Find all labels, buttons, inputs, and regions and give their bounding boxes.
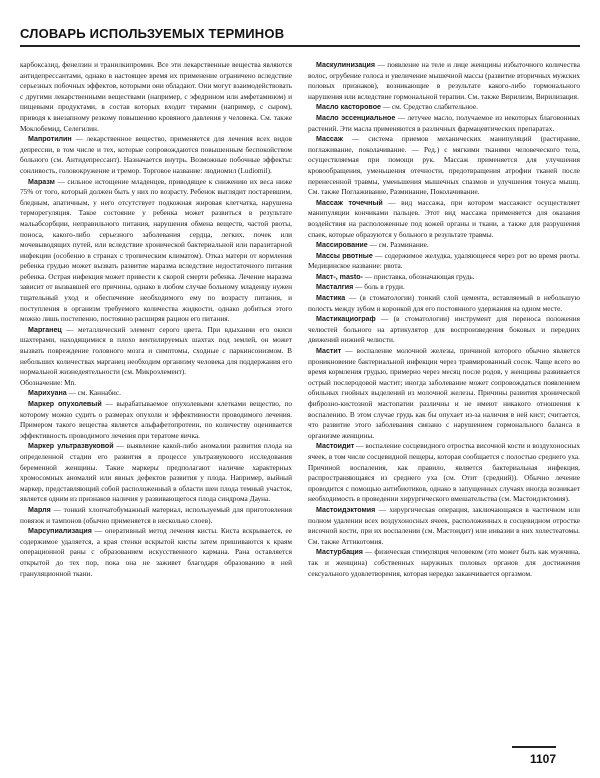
entry-term: Мастурбация	[316, 548, 363, 557]
entry-definition: — хирургическая операция, заключающаяся в частичном или полном удалении всех воздухоносных ячеек, расположенных в сосцевидном отростке височной кости, при их воспалении (см. Мастоидит) или инвазии в них холестеатомы. См. также Аттикотомия.	[308, 504, 580, 546]
entry-term: Марсупиализация	[28, 527, 92, 536]
entry-term: Маст-, masto-	[316, 272, 363, 281]
entry-term: Мапротилин	[28, 135, 72, 144]
entry-term: Маркер ультразвуковой	[28, 442, 114, 451]
entry-term: Мастика	[316, 294, 346, 303]
entry-definition: — металлический элемент серого цвета. При вдыхании его окиси шахтерами, находящимися в плохо вентилируемых шахтах под землей, он может вызвать повреждение головного мозга и симптомы, сходные с паркинсонизмом. В небольших количествах марганец необходим организму человека для поддержания его нормальной жизнедеятельности (см. Микроэлемент).	[20, 324, 292, 377]
left-column	[20, 60, 292, 748]
dictionary-entry	[20, 441, 292, 505]
entry-term: Массаж	[316, 135, 343, 144]
entry-definition: — воспаление молочной железы, причиной которого обычно является проникновение бактериальной инфекции через травмированный сосок. Чаще всего во время кормления грудью, примерно через месяц после родов, у женщины развивается острый послеродовой мастит; иногда заболевание может сопровождаться появлением обильных гнойных выделений из молочной железы. Причины развития хронической фиброзно-кистозной мастопатии различны и не имеют никакого отношения к воспалению. В этом случае грудь как бы опухает из-за наличия в ней кист; считается, что развитие этого заболевания связано с нарушением гормонального баланса в организме женщины.	[308, 346, 580, 440]
dictionary-entry	[20, 388, 292, 399]
entry-definition: — физическая стимуляция человеком (это может быть как мужчина, так и женщина) собственных наружных половых органов для достижения сексуального удовлетворения, которая нередко заканчивается оргазмом.	[308, 547, 580, 578]
entry-definition: — оперативный метод лечения кисты. Киста вскрывается, ее содержимое удаляется, а края стенки вскрытой кисты затем пришиваются к краям операционной раны с образованием искусственного кармана. Рана оставляется открытой до тех пор, пока она не заживет благодаря образованию в ней грануляционной ткани.	[20, 526, 292, 578]
page-number: 1107	[512, 746, 556, 770]
entry-term: Маразм	[28, 177, 55, 186]
dictionary-entry	[308, 547, 580, 579]
dictionary-entry	[308, 441, 580, 505]
running-header	[20, 26, 580, 41]
dictionary-entry	[20, 60, 292, 134]
entry-definition: — боль в груди.	[353, 282, 405, 292]
dictionary-entry	[308, 134, 580, 198]
dictionary-entry	[308, 198, 580, 240]
dictionary-entry	[308, 251, 580, 272]
entry-definition: Обозначение: Mn.	[20, 377, 77, 387]
entry-definition: — выявление какой-либо аномалии развития плода на определенной стадии его развития в процессе ультразвукового исследования беременной женщины. Такие маркеры предполагают наличие характерных хромосомных аномалий или явных дефектов развития у плода. Например, выйный маркер, представляющий собой расположенный в области шеи плода темный участок, является одним из признаков наличия у развивающегося плода синдрома Дауна.	[20, 441, 292, 504]
entry-term: Марля	[28, 505, 51, 514]
dictionary-entry	[308, 102, 580, 113]
entry-definition: — (в стоматологии) тонкий слой цемента, вставляемый в небольшую полость между зубом и коронкой для его постоянного удержания на одном месте.	[308, 293, 580, 313]
dictionary-entry	[20, 134, 292, 176]
entry-term: Марихуана	[28, 389, 67, 398]
dictionary-entry	[20, 378, 292, 389]
dictionary-entry	[308, 314, 580, 346]
entry-definition: — появление на теле и лице женщины избыточного количества волос, огрубение голоса и увеличение мышечной массы (развитие вторичных мужских половых признаков), возникающие в результате какого-либо гормонального нарушения или вследствие гормональной терапии. См. также Вирилизм, Вирилизация.	[308, 60, 580, 101]
entry-definition: — приставка, обозначающая грудь.	[362, 271, 475, 281]
dictionary-entry	[20, 177, 292, 325]
page-title: СЛОВАРЬ ИСПОЛЬЗУЕМЫХ ТЕРМИНОВ	[20, 26, 285, 41]
dictionary-entry	[308, 60, 580, 102]
dictionary-entry	[308, 282, 580, 293]
entry-definition: — летучее масло, получаемое из некоторых благовонных растений. Эти масла применяются в различных фармацевтических препаратах.	[308, 112, 580, 133]
header-rule	[20, 45, 580, 47]
entry-definition: — содержимое желудка, удаляющееся через рот во время рвоты. Медицинское название: рвота.	[308, 250, 580, 271]
entry-definition: — см. Каннабис.	[66, 388, 121, 398]
dictionary-entry	[20, 526, 292, 579]
entry-term: Мастоидэктомия	[316, 505, 376, 514]
entry-definition: — сильное истощение младенцев, приводящее к снижению их веса ниже 75% от того, который должен быть у них по возрасту. Ребенок выглядит постаревшим, бледным, апатичным, у него отсутствует подкожная жировая клетчатка, нарушена терморегуляция. Такое состояние у ребенка может развиться в результате мальабсорбции, неправильного питания, нарушения обмена веществ, частой рвоты, поноса, какого-либо серьезного заболевания сердца, легких, почек или мочевыводящих путей, или вследствие хронической бактериальной или паразитарной инфекции (особенно в странах с тропическим климатом). Отказ матери от кормления ребенка грудью может вызвать развитие маразма вследствие недостаточного питания ребенка. Острая инфекция может привести к скорой смерти ребенка. Лечение маразма зависит от вызвавшей его причины, однако в любом случае больному младенцу нужен тщательный уход и обеспечение необходимого ему по возрасту питания, и поступления в организм требуемого количества жидкости, однако добиться этого можно лишь постепенно, постоянно расширяя рацион его питания.	[20, 176, 292, 324]
dictionary-entry	[308, 293, 580, 314]
entry-term: Масталгия	[316, 283, 354, 292]
dictionary-entry	[308, 505, 580, 547]
entry-definition: — лекарственное вещество, применяется для лечения всех видов депрессии, в том числе и тех, которые сопровождаются повышенным беспокойством больного (см. Антидепрессант). Назначается внутрь. Возможные побочные эффекты: сонливость, головокружение и тремор. Торговое название: людиомил (Ludiomil).	[20, 134, 292, 175]
entry-definition: — тонкий хлопчатобумажный материал, используемый для приготовления повязок и тампонов (обычно применяется в несколько слоев).	[20, 504, 292, 525]
entry-definition: карбоксазид, фенелзин и транилкипромин. Все эти лекарственные вещества являются антидепрессантами, однако в настоящее время их применение ограничено вследствие серьезных побочных эффектов, которыми они обладают. Они могут взаимодействовать с другими лекарственными веществами (например, с эфедрином или амфетамином) и пищевыми продуктами, в состав которых входит тирамин (например, с сыром), приводя к внезапному резкому повышению кровяного давления у человека. См. также Моклобемид, Селегилин.	[20, 60, 292, 133]
entry-definition: — см. Разминание.	[367, 240, 429, 250]
entry-definition: — см. Средство слабительное.	[380, 102, 478, 112]
dictionary-entry	[308, 346, 580, 441]
entry-term: Масло эссенциальное	[316, 113, 396, 122]
entry-term: Массаж точечный	[316, 198, 383, 207]
entry-definition: — вырабатываемое опухолевыми клетками вещество, по которому можно судить о размерах опухоли и эффективности проводимого лечения. Примером такого вещества является альфафетопротеин, по количеству оценивается эффективность проводимого лечения при тератоме яичка.	[20, 399, 292, 440]
right-column	[308, 60, 580, 748]
entry-term: Мастикациограф	[316, 315, 376, 324]
entry-definition: — система приемов механических манипуляций (растирание, поглаживание, поколачивание. — Ред.) с мягкими тканями человеческого тела, осуществляемая при помощи рук. Массаж применяется для улучшения кровообращения, уменьшения отечности, предотвращения атрофии тканей после перенесенной травмы, уменьшения мышечных спазмов и улучшения тонуса мышц. См. также Поглаживание, Разминание, Поколачивание.	[308, 134, 580, 197]
dictionary-entry	[308, 272, 580, 283]
entry-term: Массы рвотные	[316, 251, 373, 260]
dictionary-entry	[308, 113, 580, 134]
entry-definition: — вид массажа, при котором массажист осуществляет манипуляции кончиками пальцев. Этот вид массажа применяется для оказания воздействия на расположенные под кожей органы и ткани, а также для разрушения спаек, которые образуются у больного в результате травмы.	[308, 197, 580, 239]
dictionary-entry	[20, 325, 292, 378]
entry-term: Массирование	[316, 241, 368, 250]
dictionary-entry	[308, 240, 580, 251]
entry-term: Мастит	[316, 347, 342, 356]
entry-definition: — воспаление сосцевидного отростка височной кости и воздухоносных ячеек, в том числе сосцевидной пещеры, которая сообщается с полостью среднего уха. Причиной воспаления, как правило, является бактериальная инфекция, распространяющаяся из среднего уха (см. Отит (средний)). Обычно лечение проводится с помощью антибиотиков, однако в запущенных случаях иногда возникает необходимость в проведении хирургического вмешательства (см. Мастоидэктомия).	[308, 441, 580, 504]
entry-term: Маркер опухолевый	[28, 400, 102, 408]
dictionary-entry	[20, 399, 292, 441]
entry-definition: — (в стоматологии) инструмент для переноса положения челюстей больного на артикулятор для воспроизведения боковых и передних движений нижней челюсти.	[308, 314, 580, 345]
entry-term: Марганец	[28, 325, 62, 334]
entry-term: Маскулинизация	[316, 61, 376, 69]
entry-term: Мастоидит	[316, 442, 355, 451]
dictionary-entry	[20, 505, 292, 526]
entry-term: Масло касторовое	[316, 103, 381, 112]
